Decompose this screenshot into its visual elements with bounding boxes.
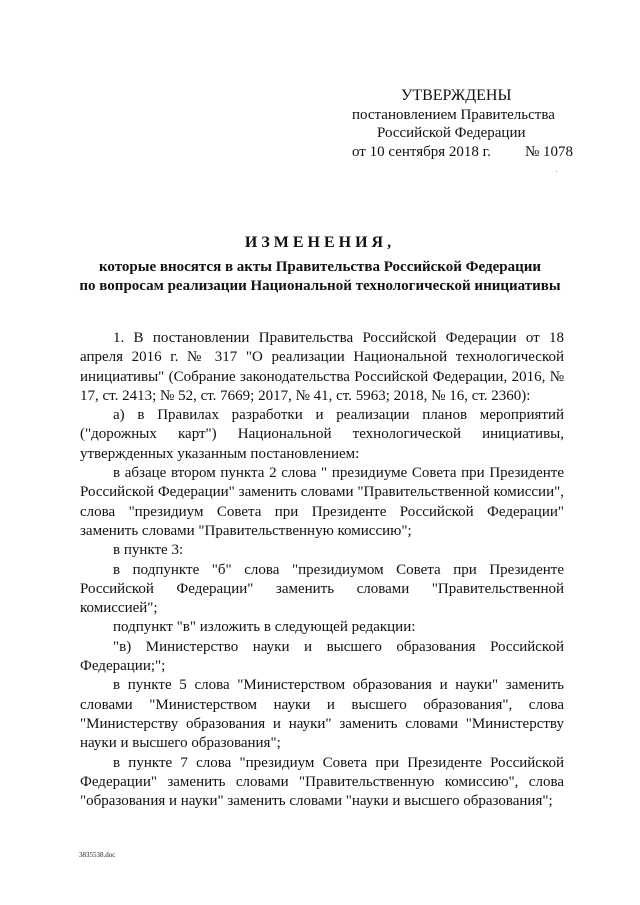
document-title: ИЗМЕНЕНИЯ, xyxy=(244,234,396,251)
paragraph-9: в пункте 7 слова "президиум Совета при Президенте Российской Федерации" заменить словами "Правительственную комиссию", слова "образования и науки" заменить словами "науки и высшего образования"; xyxy=(80,754,564,810)
approval-date: от 10 сентября 2018 г. xyxy=(352,144,491,160)
subtitle-line-1: которые вносятся в акты Правительства Российской Федерации xyxy=(98,259,542,275)
paragraph-1: 1. В постановлении Правительства Российской Федерации от 18 апреля 2016 г. № 317 "О реализации Национальной технологической инициативы" (Собрание законодательства Российской Федерации, 2016, № 17, ст. 2413; № 52, ст. 7669; 2017, № 41, ст. 5963; 2018, № 16, ст. 2360): xyxy=(80,330,564,404)
subtitle-line-2: по вопросам реализации Национальной технологической инициативы xyxy=(79,278,561,294)
paragraph-8: в пункте 5 слова "Министерством образования и науки" заменить словами "Министерством науки и высшего образования", слова "Министерству образования и науки" заменить словами "Министерству науки и высшего образования"; xyxy=(80,677,564,752)
approval-title: УТВЕРЖДЕНЫ xyxy=(401,87,512,104)
file-name-footer: 3835538.doc xyxy=(79,851,116,859)
paragraph-6: подпункт "в" изложить в следующей редакции: xyxy=(113,619,416,636)
approval-line-1: постановлением Правительства xyxy=(352,107,555,123)
approval-number: № 1078 xyxy=(525,144,574,160)
document-subtitle xyxy=(0,258,640,296)
paragraph-7: "в) Министерство науки и высшего образования Российской Федерации;"; xyxy=(80,638,564,675)
scan-dot xyxy=(556,171,557,172)
approval-line-2: Российской Федерации xyxy=(377,125,526,141)
paragraph-2: а) в Правилах разработки и реализации планов мероприятий ("дорожных карт") Национальной технологической инициативы, утвержденных указанным постановлением: xyxy=(80,407,564,462)
paragraph-4: в пункте 3: xyxy=(113,542,184,559)
approval-block xyxy=(0,86,640,166)
paragraph-3: в абзаце втором пункта 2 слова " президиуме Совета при Президенте Российской Федерации" заменить словами "Правительственной комиссии", слова "президиум Совета при Президенте Российской Федерации" заменить словами "Правительственную комиссию"; xyxy=(80,465,564,539)
paragraph-5: в подпункте "б" слова "президиумом Совета при Президенте Российской Федерации" заменить словами "Правительственной комиссией"; xyxy=(80,561,564,617)
document-body xyxy=(80,329,564,811)
